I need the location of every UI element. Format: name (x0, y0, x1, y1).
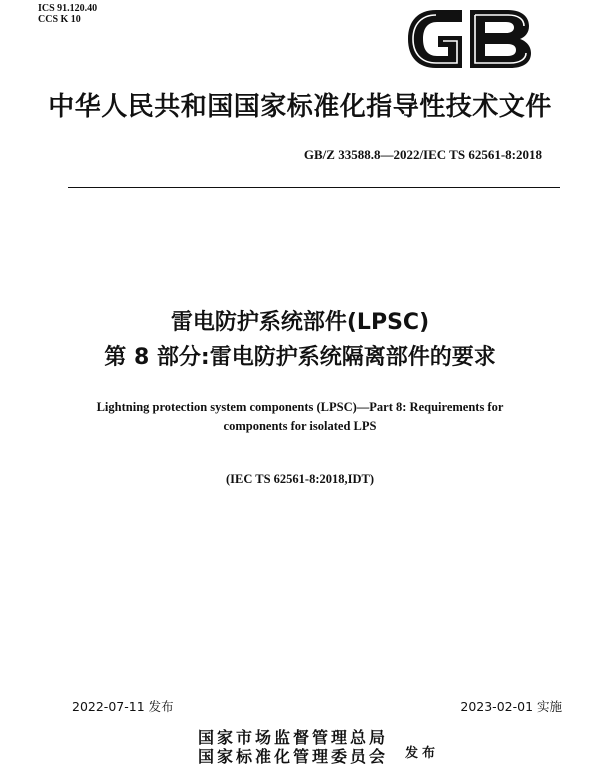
english-title-line-1: Lightning protection system components (LPSC)—Part 8: Requirements for (96, 400, 504, 414)
issuer-samr: 国家市场监督管理总局 (198, 728, 389, 747)
chinese-title-line-1: 雷电防护系统部件(LPSC) (170, 310, 430, 335)
issuer-sac: 国家标准化管理委员会 (198, 747, 389, 766)
equivalence-note: (IEC TS 62561-8:2018,IDT) (225, 472, 375, 486)
chinese-title-line-2: 第 8 部分:雷电防护系统隔离部件的要求 (104, 345, 496, 370)
issue-date: 2022-07-11 发布 (72, 699, 174, 714)
standard-number: GB/Z 33588.8—2022/IEC TS 62561-8:2018 (303, 147, 542, 162)
ccs-code: CCS K 10 (38, 14, 81, 25)
ics-code: ICS 91.120.40 (38, 3, 98, 14)
gb-logo (404, 8, 534, 70)
classification-codes (38, 3, 97, 25)
gb-logo-text: GB (404, 8, 406, 9)
issuing-authorities (198, 728, 388, 766)
publish-label: 发布 (405, 746, 440, 761)
header-divider (68, 187, 560, 188)
english-title-line-2: components for isolated LPS (223, 419, 377, 433)
document-category: 中华人民共和国国家标准化指导性技术文件 (48, 92, 552, 122)
implementation-date: 2023-02-01 实施 (460, 699, 562, 714)
